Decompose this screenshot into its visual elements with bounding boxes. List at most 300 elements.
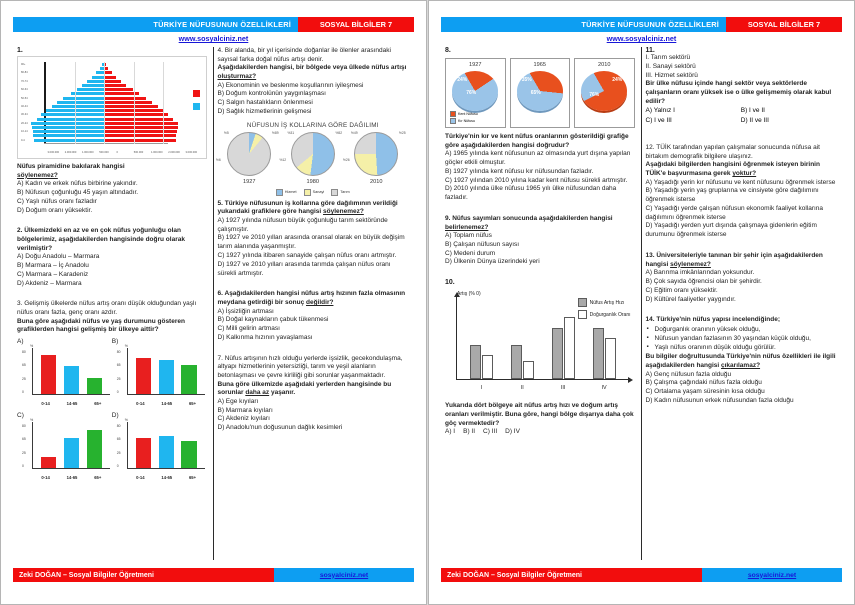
option-d[interactable]: D) Kalkınma hızının yavaşlaması [217,333,313,341]
header-badge: SOSYAL BİLGİLER 7 [726,17,842,32]
pie-graphic [227,132,271,176]
option-b[interactable]: B) Nüfusun çoğunluğu 45 yaşın altındadır. [17,189,139,197]
option-c[interactable]: C) 1927 yılından 2010 yılına kadar kent nüfusu sürekli artmıştır. [445,176,628,184]
q3-option-chart[interactable] [112,337,207,411]
question-4-number: 4. [217,47,223,54]
option-a[interactable]: A) Yalnız I [645,107,675,115]
option-b[interactable]: B) Yaşadığı yerin yaş gruplarına ve cinsiyete göre dağılımını öğrenmek isterse [645,187,819,204]
pyramid-ytick: 40-44 [21,105,28,108]
q3-axis-unit: % [124,343,128,348]
population-pyramid-chart [17,56,207,159]
pyramid-bar-female [37,118,105,121]
q3-bar [159,360,174,394]
question-4-stem-underline: oluşturmaz? [217,72,257,80]
q3-ytick: 0 [22,464,24,469]
question-11-options [646,106,837,125]
question-9-stem [445,215,635,232]
pyramid-bar-male [104,139,175,142]
pyramid-bar-female [34,139,104,142]
legend-swatch [450,111,456,117]
page-left [0,0,427,605]
option-b[interactable]: B) I ve II [740,107,765,115]
option-a[interactable]: A) Genç nüfusun fazla olduğu [645,370,732,378]
option-d[interactable]: D) Sağlık hizmetlerinin gelişmesi [217,107,312,115]
question-9-stem-underline: belirlenemez? [445,223,489,231]
spacer [646,309,837,316]
question-13-stem-text: Üniversiteleriyle tanınan bir şehir için aşağıdakilerden hangisi [645,251,823,268]
pyramid-row [20,84,204,87]
question-12-stem [646,161,837,178]
q3-bars [37,349,106,394]
question-10 [445,279,635,437]
question-7-stem-a: Buna göre ülkemizde aşağıdaki yerlerden hangisinde bu sorunlar [217,380,392,397]
question-4-options [218,82,409,117]
question-1-stem-underline: söylenemez? [17,171,58,179]
q3-bar [181,365,196,394]
question-11 [646,47,837,125]
q3-mini-chart [17,419,112,481]
pyramid-ytick: 50-54 [21,96,28,100]
page-left-columns [13,47,414,560]
question-11-stem: Bir ülke nüfusu içinde hangi sektör veya sektörlerde çalışanların oranı yüksek ise o ülke gelişmemiş olarak kabul edilir? [645,80,832,105]
footer-site[interactable] [274,568,414,582]
option-d[interactable]: D) II ve III [740,116,769,124]
option-c[interactable]: C) I ve III [645,116,672,124]
q3-xtick: 65+ [188,400,197,406]
legend-swatch [331,189,338,196]
question-6-stem-underline: değildir? [306,298,334,306]
option-a[interactable]: A) İşsizliğin artması [217,307,274,315]
q10-xtick: III [560,385,566,392]
q3-y-axis [32,348,33,395]
pyramid-ytick: 20-24 [21,121,28,125]
question-6-stem [218,290,409,307]
option-inline[interactable]: B) II [463,428,476,436]
question-13-options [646,269,837,304]
legend-label: Doğurganlık Oranı [589,311,631,318]
question-2-number: 2. [17,227,23,235]
pyramid-row [20,92,204,95]
pyramid-bar-male [104,76,116,79]
q3-option-label: D) [111,411,119,419]
page-footer [13,568,414,582]
spacer [646,137,837,144]
kir-kent-pie-1927 [445,58,506,128]
option-d[interactable]: D) 1927 ve 2010 yılları arasında tarımda çalışan nüfus oranı sürekli artmıştır. [217,260,391,277]
pyramid-row [20,130,204,133]
question-7-stem-b: yaşanır. [269,389,296,397]
question-10-number: 10. [445,279,455,287]
pyramid-bar-male [104,113,168,116]
question-3 [17,300,207,485]
pyramid-row [20,122,204,125]
q3-xtick: 14-65 [161,400,173,406]
bullet-1: ▪ Doğurganlık oranının yüksek olduğu, [655,326,837,335]
pyramid-row [20,80,204,83]
pie-year-label: 1980 [306,178,319,185]
kir-kent-pies [445,58,635,128]
option-d[interactable]: D) Yaşadığı yerden yurt dışında çalışmaya gidenlerin eğitim durumunu öğrenmek isterse [645,222,817,239]
legend-swatch [276,189,283,196]
q3-xtick: 65+ [94,400,102,406]
spacer [445,208,635,215]
q10-region-chart [445,290,635,398]
pyramid-xtick: 3.000.000 [185,151,198,154]
sector-pie-1980 [281,132,344,185]
q3-y-axis [127,422,128,469]
question-7-intro [218,355,409,381]
header-title: TÜRKİYE NÜFUSUNUN ÖZELLİKLERİ [13,17,298,32]
pyramid-ytick: 90+ [21,63,26,66]
q3-ytick: 65 [22,437,26,442]
option-inline[interactable]: A) I [445,428,456,436]
pie-year-label: 2010 [370,178,383,185]
sector-pie-legend [218,189,409,196]
pyramid-xtick: 2.000.000 [64,151,77,154]
pyramid-ytick: 30-34 [21,113,28,117]
question-1-number: 1. [17,47,23,54]
question-14-stem-underline: çıkarılamaz? [721,361,761,369]
q3-bars [37,423,106,468]
pyramid-bar-female [31,122,104,125]
question-9-stem-text: Nüfus sayımları sonucunda aşağıdakilerden hangisi [452,214,613,222]
option-b[interactable]: B) Marmara – İç Anadolu [17,262,89,270]
q3-option-chart[interactable] [112,411,207,485]
q3-bar [41,457,56,468]
option-b[interactable]: B) 1927 yılında kent nüfusu kır nüfusundan fazladır. [445,167,594,175]
pyramid-baseline [44,143,168,144]
q3-bar [87,430,102,468]
pyramid-plot [20,60,204,156]
q10-bar [511,345,522,380]
sector-pie-1927 [215,130,281,185]
q3-xtick: 14-65 [66,474,78,480]
q3-bar [64,366,79,394]
question-7-intro-text: Nüfus artışının hızlı olduğu yerlerde işsizlik, gecekondulaşma, altyapı hizmetlerinin yetersizliği, tarım ve yeşil alanların betonlaşması ve çevre kirliliği gibi sorunlar yaşanmaktadır. [217,354,403,379]
option-c[interactable]: C) Yaşadığı yerde çalışan nüfusun ekonomik faaliyet kollarına dağılımını öğrenmek isterse [645,204,824,221]
q3-ytick: 25 [116,450,121,455]
page-footer [441,568,842,582]
legend-swatch [304,189,311,196]
question-7-stem [218,381,409,398]
pyramid-row [20,113,204,116]
option-d[interactable]: D) Kültürel faaliyetler yaygındır. [645,295,736,303]
legend-label: Tarım [340,190,350,195]
pyramid-bar-female [63,97,104,100]
question-4-stem-text: Aşağıdakilerden hangisi, bir bölgede veya ülkede nüfus artışı [217,64,407,72]
q3-x-axis [127,468,205,469]
bullet-2: ▪ Nüfusun yarıdan fazlasının 30 yaşından küçük olduğu, [655,335,837,344]
footer-site-link[interactable]: sosyalciniz.net [319,571,369,579]
pyramid-xtick: 500.000 [99,151,109,154]
pie-slice-label: %25 [398,130,406,135]
question-10-options [445,428,635,437]
roman-iii: III. Hizmet sektörü [645,71,698,79]
pyramid-row [20,71,204,74]
option-b[interactable]: B) Marmara kıyıları [217,406,273,414]
spacer [646,245,837,252]
pyramid-bar-male [104,126,177,129]
option-inline[interactable]: D) IV [505,428,520,436]
q3-ytick: 0 [22,390,24,395]
option-c[interactable]: C) Milli gelirin artması [217,325,280,333]
option-b[interactable]: B) Doğum kontrolünün yaygınlaşması [217,90,326,98]
q3-xtick: 65+ [94,474,102,480]
pyramid-bar-male [104,71,111,74]
q10-xtick: II [520,385,524,392]
question-5-stem [218,200,409,217]
option-a[interactable]: A) Doğu Anadolu – Marmara [17,253,100,261]
legend-label: Hizmet [284,190,297,195]
q3-bar [41,355,56,394]
q3-bar [181,441,196,468]
option-inline[interactable]: C) III [483,428,498,436]
q3-axis-unit: % [30,417,34,422]
pie-pct-kir: 65% [530,90,541,96]
option-d[interactable]: D) Akdeniz – Marmara [17,279,82,287]
q10-bar [482,355,493,379]
pie-slice-label: %12 [279,157,287,162]
header-title: TÜRKİYE NÜFUSUNUN ÖZELLİKLERİ [441,17,726,32]
option-d[interactable]: D) Ülkenin Dünya üzerindeki yeri [445,258,540,266]
question-9-options [445,232,635,267]
option-d[interactable]: D) Doğum oranı yüksektir. [17,206,93,214]
option-a[interactable]: A) Toplam nüfus [445,232,492,240]
q3-x-axis [127,394,205,395]
option-a[interactable]: A) Ege kıyıları [217,397,259,405]
question-5-options [218,217,409,278]
legend-label: Nüfus Artış Hızı [589,299,625,306]
q3-bar [159,436,174,468]
question-9 [445,215,635,267]
question-13-number: 13. [645,251,655,259]
roman-i: I. Tarım sektörü [645,54,691,61]
option-c[interactable]: C) Akdeniz kıyıları [217,415,270,423]
q10-xtick: IV [601,385,607,392]
pie-graphic [517,71,563,111]
q3-option-chart[interactable] [17,411,112,485]
q3-option-chart[interactable] [17,337,112,411]
q3-ytick: 65 [116,437,121,442]
option-b[interactable]: B) Doğal kaynakların çabuk tükenmesi [217,316,329,324]
pyramid-ytick: 10-14 [21,130,28,134]
question-14-stem [646,353,837,370]
option-b[interactable]: B) 1927 ve 2010 yılları arasında oransal olarak en büyük değişim tarım alanında yaşanmıştır. [217,234,405,251]
option-a[interactable]: A) Barınma imkânlarından yoksundur. [645,269,755,277]
question-10-stem: Yukarıda dört bölgeye ait nüfus artış hızı ve doğum artış oranları verilmiştir. Buna göre, hangi bölge dışarıya daha çok göç vermektedir? [445,402,634,427]
option-c[interactable]: C) Eğitim oranı yüksektir. [645,286,718,294]
option-b[interactable]: B) Çok sayıda öğrencisi olan bir şehirdir. [645,278,762,286]
option-b[interactable]: B) Çalışma çağındaki nüfus fazla olduğu [645,379,762,387]
q3-axis-unit: % [124,417,128,422]
pyramid-row [20,118,204,121]
pyramid-row [20,101,204,104]
option-d[interactable]: D) Anadolu'nun doğusunun dağlık kesimleri [217,424,343,432]
q3-ytick: 65 [116,363,121,368]
q3-x-axis [32,468,110,469]
question-7-stem-underline: daha az [245,389,270,397]
q3-x-labels [33,401,110,406]
column-left [13,47,214,560]
q3-ytick: 80 [22,349,26,354]
question-8 [445,47,635,203]
pie-pct-kir: 76% [466,90,477,96]
q10-x-labels [461,385,625,391]
q10-bar-group [506,345,539,380]
question-14-bullets [646,326,837,352]
question-14-number: 14. [645,316,655,324]
option-d[interactable]: D) 2010 yılında ülke nüfusu 1965 yılı ülke nüfusundan daha fazladır. [445,185,617,202]
option-c[interactable]: C) Marmara – Karadeniz [17,270,89,278]
pyramid-row [20,97,204,100]
page-right-columns [441,47,842,560]
option-a[interactable]: A) 1927 yılında nüfusun büyük çoğunluğu tarım sektöründe çalışmıştır. [217,216,388,233]
q3-x-labels [128,401,205,406]
pyramid-ytick: 80-84 [21,71,28,75]
pyramid-ytick: 70-74 [21,79,28,83]
q10-bar [605,338,616,379]
question-4-intro [218,47,409,64]
q3-ytick: 80 [116,349,121,354]
pyramid-row [20,134,204,137]
question-8-options [445,150,635,203]
option-c[interactable]: C) 1927 yılında itibaren sanayide çalışan nüfus oranı artmıştır. [217,251,397,259]
q10-bar-group [588,328,621,379]
q3-x-labels [128,475,205,480]
q3-ytick: 0 [116,464,119,469]
option-c[interactable]: C) Yaşlı nüfus oranı fazladır [17,197,97,205]
q10-bar [593,328,604,379]
question-6-options [218,308,409,343]
legend-item [450,118,478,124]
question-2-text: Ülkemizdeki en az ve en çok nüfus yoğunluğu olan bölgelerimiz, aşağıdakilerden hangisinde doğru olarak verilmiştir? [17,227,185,252]
option-a[interactable]: A) Yaşadığı yerin kır nüfusunu ve kent nüfusunu öğrenmek isterse [645,178,836,186]
footer-site-link[interactable]: sosyalciniz.net [747,571,797,579]
pie-year-label: 1927 [243,178,256,185]
pyramid-bar-female [92,76,104,79]
question-5 [215,121,409,279]
q3-bar [87,378,102,394]
header-site-link[interactable]: www.sosyalciniz.net [606,34,677,43]
pyramid-xtick: 3.000.000 [47,151,60,154]
pyramid-xtick: 500.000 [133,151,144,154]
question-2-options [17,253,207,288]
footer-site[interactable] [702,568,842,582]
question-3-intro [17,300,207,317]
question-3-intro-text: Gelişmiş ülkelerde nüfus artış oranı düşük olduğundan yaşlı nüfus oranı fazla, genç oranı azdır. [17,300,197,316]
pyramid-bar-female [41,113,104,116]
pyramid-bar-male [104,88,133,91]
pyramid-row [20,126,204,129]
question-5-number: 5. [217,199,223,207]
legend-label: Kır Nüfusu [458,119,475,123]
q3-x-axis [32,394,110,395]
q10-bar [470,345,481,380]
q3-bar [64,438,79,468]
pyramid-row [20,76,204,79]
page-header [13,17,414,32]
q3-option-label: B) [111,337,119,345]
pyramid-xtick: 2.000.000 [168,151,180,154]
option-d[interactable]: D) Kadın nüfusunun erkek nüfusundan fazla olduğu [645,396,794,404]
question-13 [646,252,837,304]
option-a[interactable]: A) 1965 yılında kent nüfusunun az olmasında yurt dışına yapılan göçler etkili olmuştur. [445,150,631,167]
pyramid-xtick: 1.000.000 [151,151,163,154]
pyramid-gridline [163,62,164,144]
q3-y-axis [127,348,128,395]
q3-ytick: 0 [116,390,119,395]
kir-kent-pie-2010 [574,58,635,128]
option-a[interactable]: A) Ekonominin ve beslenme koşullarının iyileşmesi [217,81,364,89]
pie-graphic [452,71,498,111]
column-right [214,47,415,560]
column-left [441,47,642,560]
option-c[interactable]: C) Salgın hastalıkların önlenmesi [217,99,313,107]
pyramid-row [20,88,204,91]
q3-xtick: 14-65 [161,474,173,480]
question-1-options [17,180,207,215]
question-6-number: 6. [217,290,223,298]
pie-graphic [581,71,627,111]
option-b[interactable]: B) Çalışan nüfusun sayısı [445,240,520,248]
question-12-intro-text: TÜİK tarafından yapılan çalışmalar sonucunda nüfusa ait birtakım demografik bilgilere ulaşınız. [645,144,820,160]
question-12-intro [646,144,837,161]
header-badge: SOSYAL BİLGİLER 7 [298,17,414,32]
pyramid-gridline [134,62,135,144]
q3-xtick: 0-14 [136,474,145,480]
q3-mini-chart [17,345,112,407]
question-11-number: 11. [645,47,655,54]
question-3-option-charts [17,337,207,485]
q10-ylabel: Artış (% 0) [457,291,481,298]
pie-graphic [291,132,335,176]
question-1 [17,47,207,215]
pyramid-bar-female [33,134,104,137]
question-8-stem: Türkiye'nin kır ve kent nüfus oranlarının gösterildiği grafiğe göre aşağıdakilerden hangisi doğrudur? [445,133,629,149]
kir-kent-pie-1965 [510,58,571,128]
sector-pie-2010 [342,130,408,185]
pie-slice-label: %5 [223,130,229,135]
q3-xtick: 14-65 [66,400,78,406]
pyramid-xtick: 1.000.000 [82,151,94,154]
question-14 [646,316,837,405]
question-4 [218,47,409,117]
question-3-stem: Buna göre aşağıdaki nüfus ve yaş durumunu gösteren grafiklerden hangisi gelişmiş bir ülkeye aittir? [17,317,185,334]
option-c[interactable]: C) Ortalama yaşam süresinin kısa olduğu [645,388,765,396]
pyramid-gridline [75,62,76,144]
pyramid-row [20,109,204,112]
question-9-number: 9. [445,214,451,222]
option-c[interactable]: C) Medeni durum [445,249,496,257]
q10-bar [564,317,575,380]
question-8-number: 8. [445,47,451,54]
option-a[interactable]: A) Kadın ve erkek nüfus birbirine yakındır. [17,180,138,188]
pie-pct-kent: 76% [589,92,600,98]
pie-year-label: 1965 [533,62,546,68]
page-header [441,17,842,32]
pyramid-bar-female [52,105,105,108]
question-5-stem-underline: söylenemez? [323,208,364,216]
pie-pct-kent: 35% [521,77,532,83]
footer-author: Zeki DOĞAN – Sosyal Bilgiler Öğretmeni [441,568,702,582]
legend-label: Sanayi [312,190,325,195]
spacer [218,283,409,290]
pyramid-bar-male [104,105,158,108]
q3-ytick: 25 [22,376,26,381]
spacer [445,272,635,279]
header-site-link[interactable]: www.sosyalciniz.net [178,34,249,43]
question-4-stem [218,64,409,81]
